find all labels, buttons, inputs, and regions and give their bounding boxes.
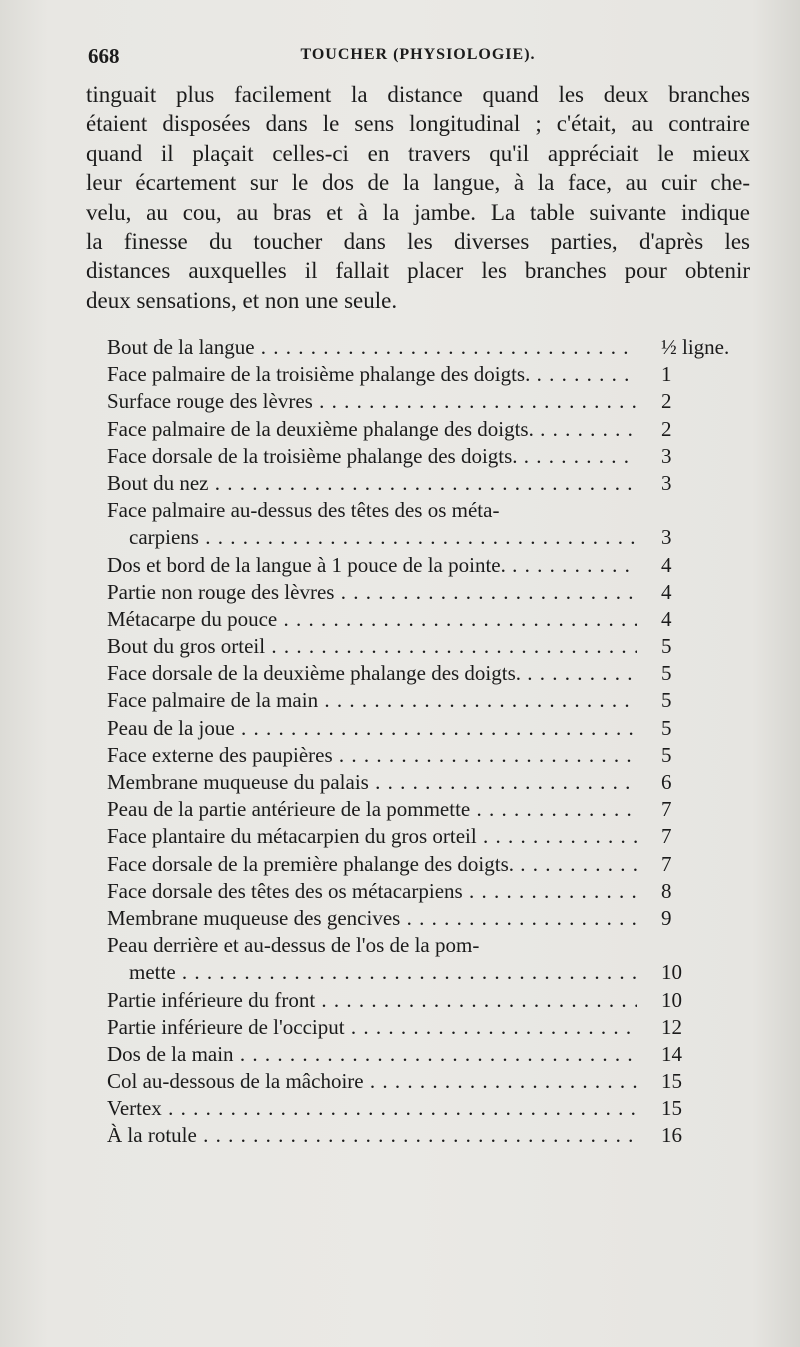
row-value: 2 bbox=[661, 389, 672, 414]
row-label: Partie inférieure du front . . . bbox=[107, 987, 637, 1014]
row-value: ½ ligne. bbox=[661, 335, 730, 359]
intro-line: étaient disposées dans le sens longitudinal ; c'était, au contraire bbox=[86, 111, 750, 137]
row-value: 5 bbox=[661, 742, 672, 767]
row-label: Face externe des paupières . . . bbox=[107, 742, 637, 769]
row-value: 12 bbox=[661, 1014, 682, 1039]
table-row bbox=[107, 388, 755, 415]
row-value: 7 bbox=[661, 851, 672, 876]
row-label: Peau de la partie antérieure de la pommette . . . bbox=[107, 796, 637, 823]
table-row bbox=[107, 416, 755, 443]
table-row bbox=[107, 470, 755, 497]
table-row bbox=[107, 552, 755, 579]
table-row bbox=[107, 1068, 755, 1095]
table-row bbox=[107, 524, 755, 551]
row-label: Peau de la joue . . . bbox=[107, 715, 637, 742]
row-value: 7 bbox=[661, 797, 672, 822]
row-value: 5 bbox=[661, 688, 672, 713]
table-row bbox=[107, 497, 755, 524]
row-value: 5 bbox=[661, 634, 672, 659]
row-label: Face palmaire au-dessus des têtes des os méta- bbox=[107, 498, 500, 523]
table-row bbox=[107, 606, 755, 633]
table-row bbox=[107, 1014, 755, 1041]
table-row bbox=[107, 878, 755, 905]
row-value: 15 bbox=[661, 1069, 682, 1094]
table-row bbox=[107, 660, 755, 687]
row-label: Bout du nez . . . bbox=[107, 470, 637, 497]
row-label: Face dorsale de la troisième phalange des doigts. . . . bbox=[107, 443, 637, 470]
row-value: 2 bbox=[661, 416, 672, 441]
row-label: Face dorsale de la première phalange des doigts. . . . bbox=[107, 851, 637, 878]
row-label: Partie inférieure de l'occiput . . . bbox=[107, 1014, 637, 1041]
row-label: Membrane muqueuse des gencives . . . bbox=[107, 905, 637, 932]
table-row bbox=[107, 851, 755, 878]
row-value: 4 bbox=[661, 579, 672, 604]
intro-line: leur écartement sur le dos de la langue, à la face, au cuir che- bbox=[86, 170, 750, 196]
row-label: carpiens . . . bbox=[129, 524, 637, 551]
table-row bbox=[107, 742, 755, 769]
row-label: À la rotule . . . bbox=[107, 1122, 637, 1149]
row-value: 15 bbox=[661, 1096, 682, 1121]
row-value: 3 bbox=[661, 470, 672, 495]
row-label: Bout de la langue . . . bbox=[107, 334, 637, 361]
row-value: 4 bbox=[661, 552, 672, 577]
row-label: Dos de la main . . . bbox=[107, 1041, 637, 1068]
row-label: mette . . . bbox=[129, 959, 637, 986]
row-label: Face palmaire de la troisième phalange des doigts. . . . bbox=[107, 361, 637, 388]
row-value: 9 bbox=[661, 905, 672, 930]
row-value: 5 bbox=[661, 661, 672, 686]
table-row bbox=[107, 1095, 755, 1122]
sensitivity-table bbox=[107, 334, 755, 1150]
table-row bbox=[107, 715, 755, 742]
table-row bbox=[107, 1041, 755, 1068]
row-label: Dos et bord de la langue à 1 pouce de la pointe. . . . bbox=[107, 552, 637, 579]
row-value: 5 bbox=[661, 715, 672, 740]
intro-line: distances auxquelles il fallait placer les branches pour obtenir bbox=[86, 258, 750, 284]
table-row bbox=[107, 334, 755, 361]
row-label: Surface rouge des lèvres . . . bbox=[107, 388, 637, 415]
row-value: 1 bbox=[661, 362, 672, 387]
row-label: Face dorsale de la deuxième phalange des doigts. . . . bbox=[107, 660, 637, 687]
table-row bbox=[107, 796, 755, 823]
row-label: Métacarpe du pouce . . . bbox=[107, 606, 637, 633]
row-value: 3 bbox=[661, 525, 672, 550]
row-value: 10 bbox=[661, 987, 682, 1012]
table-row bbox=[107, 1122, 755, 1149]
table-row bbox=[107, 579, 755, 606]
row-value: 16 bbox=[661, 1123, 682, 1148]
intro-paragraph bbox=[86, 80, 750, 315]
table-row bbox=[107, 769, 755, 796]
running-title: TOUCHER (PHYSIOLOGIE). bbox=[300, 46, 536, 63]
row-label: Peau derrière et au-dessus de l'os de la pom- bbox=[107, 933, 480, 958]
intro-line: velu, au cou, au bras et à la jambe. La table suivante indique bbox=[86, 199, 750, 225]
page-number: 668 bbox=[88, 44, 120, 68]
row-label: Col au-dessous de la mâchoire . . . bbox=[107, 1068, 637, 1095]
table-row bbox=[107, 959, 755, 986]
table-row bbox=[107, 361, 755, 388]
row-label: Vertex . . . bbox=[107, 1095, 637, 1122]
row-value: 7 bbox=[661, 824, 672, 849]
page-header bbox=[88, 44, 748, 78]
table-row bbox=[107, 443, 755, 470]
row-label: Face plantaire du métacarpien du gros orteil . . . bbox=[107, 823, 637, 850]
row-label: Face dorsale des têtes des os métacarpiens . . . bbox=[107, 878, 637, 905]
row-value: 4 bbox=[661, 606, 672, 631]
table-row bbox=[107, 823, 755, 850]
table-row bbox=[107, 633, 755, 660]
row-label: Face palmaire de la main . . . bbox=[107, 687, 637, 714]
row-label: Partie non rouge des lèvres . . . bbox=[107, 579, 637, 606]
table-row bbox=[107, 932, 755, 959]
row-label: Membrane muqueuse du palais . . . bbox=[107, 769, 637, 796]
row-value: 6 bbox=[661, 770, 672, 794]
table-row bbox=[107, 987, 755, 1014]
intro-line: quand il plaçait celles-ci en travers qu'il appréciait le mieux bbox=[86, 140, 750, 166]
row-value: 3 bbox=[661, 443, 672, 468]
intro-line: tinguait plus facilement la distance quand les deux branches bbox=[86, 82, 750, 107]
row-value: 10 bbox=[661, 960, 682, 985]
row-value: 8 bbox=[661, 878, 672, 903]
row-label: Bout du gros orteil . . . bbox=[107, 633, 637, 660]
row-value: 14 bbox=[661, 1041, 682, 1066]
table-row bbox=[107, 905, 755, 932]
intro-line: la finesse du toucher dans les diverses parties, d'après les bbox=[86, 229, 750, 255]
table-row bbox=[107, 687, 755, 714]
row-label: Face palmaire de la deuxième phalange des doigts. . . . bbox=[107, 416, 637, 443]
intro-line: deux sensations, et non une seule. bbox=[86, 287, 398, 313]
